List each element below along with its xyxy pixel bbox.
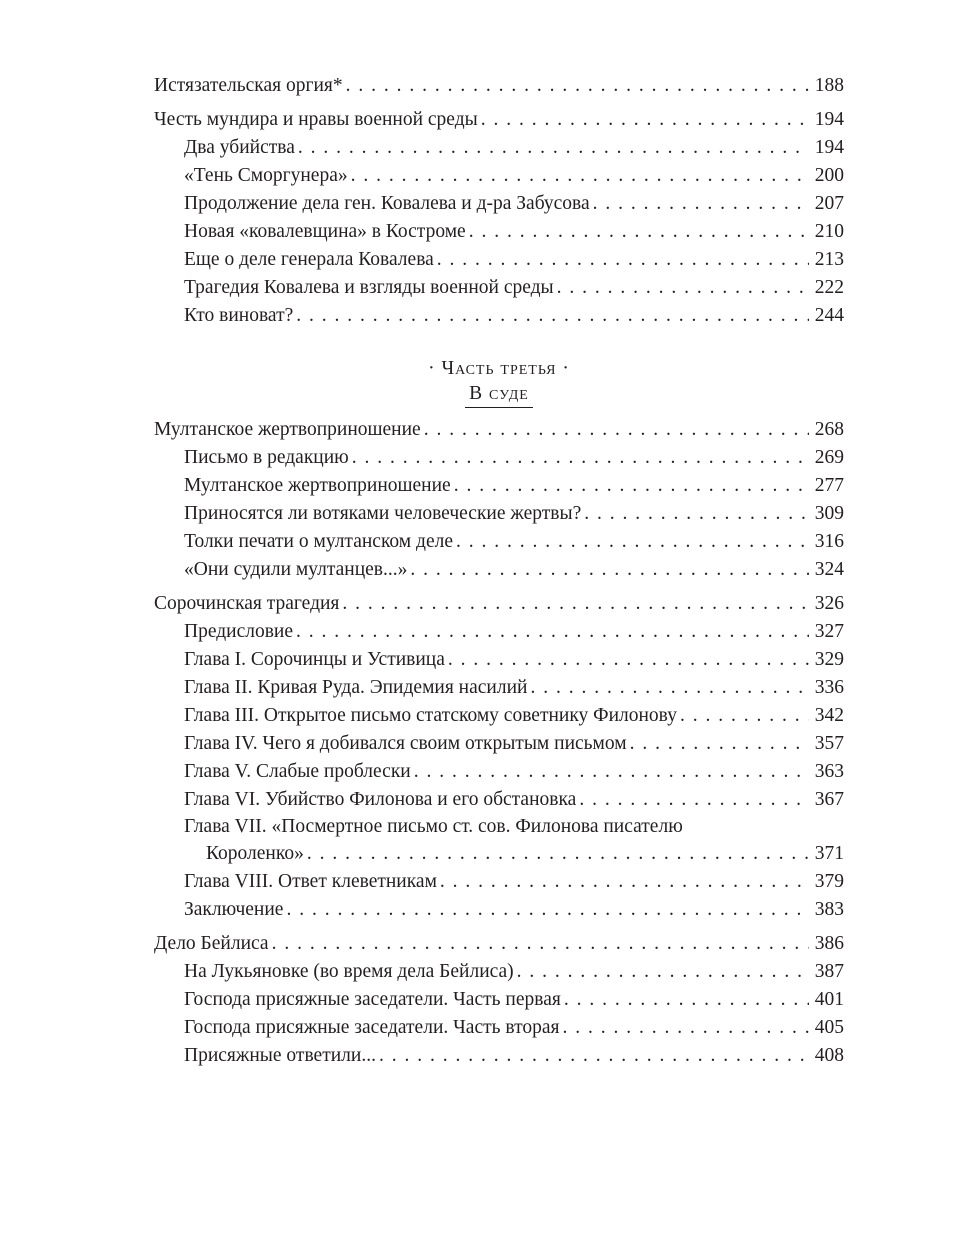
toc-entry-title: «Тень Сморгунера» xyxy=(184,165,348,186)
toc-entry-page: 367 xyxy=(814,789,844,810)
toc-subentry[interactable] xyxy=(154,674,844,702)
part-label: · Часть третья · xyxy=(428,358,570,379)
toc-subentry[interactable] xyxy=(154,246,844,274)
toc-entry-page: 336 xyxy=(814,677,844,698)
toc-entry-page: 401 xyxy=(814,989,844,1010)
toc-entry-title: Глава VI. Убийство Филонова и его обстановка xyxy=(184,789,577,810)
leader-dots xyxy=(410,556,808,584)
toc-entry-page: 342 xyxy=(814,705,844,726)
leader-dots xyxy=(630,730,809,758)
toc-entry-title: Дело Бейлиса xyxy=(154,933,269,954)
toc-entry-title: Новая «ковалевщина» в Костроме xyxy=(184,221,466,242)
toc-entry-title: Еще о деле генерала Ковалева xyxy=(184,249,434,270)
toc-entry-title: Предисловие xyxy=(184,621,294,642)
toc-entry-title: Глава IV. Чего я добивался своим открытым письмом xyxy=(184,733,627,754)
toc-entry-page: 222 xyxy=(814,277,844,298)
toc-subentry[interactable] xyxy=(154,472,844,500)
toc-entry-title: На Лукьяновке (во время дела Бейлиса) xyxy=(184,961,514,982)
toc-subentry[interactable] xyxy=(154,274,844,302)
toc-entry-title: Толки печати о мултанском деле xyxy=(184,531,453,552)
toc-entry-title: Присяжные ответили... xyxy=(184,1045,376,1066)
toc-entry-page: 357 xyxy=(814,733,844,754)
toc-entry-page: 210 xyxy=(814,221,844,242)
toc-section-2 xyxy=(154,416,844,814)
toc-entry-title: Глава II. Кривая Руда. Эпидемия насилий xyxy=(184,677,528,698)
toc-entry-page: 194 xyxy=(814,137,844,158)
leader-dots xyxy=(437,246,809,274)
toc-subentry[interactable] xyxy=(154,218,844,246)
toc-subentry[interactable] xyxy=(154,444,844,472)
toc-entry-wrapped-line2[interactable] xyxy=(154,840,844,868)
toc-subentry[interactable] xyxy=(154,190,844,218)
toc-entry-page: 383 xyxy=(814,899,844,920)
leader-dots xyxy=(379,1042,809,1070)
toc-subentry[interactable] xyxy=(154,702,844,730)
leader-dots xyxy=(517,958,809,986)
toc-entry-title: Мултанское жертвоприношение xyxy=(154,419,421,440)
toc-entry-page: 200 xyxy=(814,165,844,186)
toc-entry[interactable] xyxy=(154,590,844,618)
toc-entry-page: 269 xyxy=(814,447,844,468)
toc-subentry[interactable] xyxy=(154,618,844,646)
toc-subentry[interactable] xyxy=(154,986,844,1014)
toc-subentry[interactable] xyxy=(154,958,844,986)
toc-entry[interactable] xyxy=(154,930,844,958)
toc-entry-page: 268 xyxy=(814,419,844,440)
toc-entry-title: Продолжение дела ген. Ковалева и д-ра Забусова xyxy=(184,193,590,214)
leader-dots xyxy=(352,444,809,472)
leader-dots xyxy=(557,274,809,302)
leader-dots xyxy=(342,590,808,618)
toc-entry-page: 188 xyxy=(814,75,844,96)
toc-entry-page: 324 xyxy=(814,559,844,580)
toc-section-3 xyxy=(154,868,844,1070)
toc-subentry[interactable] xyxy=(154,786,844,814)
leader-dots xyxy=(286,896,808,924)
leader-dots xyxy=(448,646,809,674)
toc-entry-page: 327 xyxy=(814,621,844,642)
toc-entry[interactable] xyxy=(154,72,844,100)
leader-dots xyxy=(530,674,808,702)
toc-entry-title: Глава I. Сорочинцы и Устивица xyxy=(184,649,445,670)
toc-entry-title: Глава V. Слабые проблески xyxy=(184,761,411,782)
toc-subentry[interactable] xyxy=(154,134,844,162)
toc-entry-title: Заключение xyxy=(184,899,284,920)
leader-dots xyxy=(456,528,809,556)
toc-entry-page: 379 xyxy=(814,871,844,892)
toc-subentry[interactable] xyxy=(154,302,844,330)
table-of-contents xyxy=(154,72,844,1070)
toc-entry-title: Честь мундира и нравы военной среды xyxy=(154,109,478,130)
toc-entry-title: Короленко» xyxy=(206,843,304,864)
toc-entry-title: Два убийства xyxy=(184,137,295,158)
toc-entry-title: Письмо в редакцию xyxy=(184,447,349,468)
leader-dots xyxy=(346,72,809,100)
toc-entry-title: «Они судили мултанцев...» xyxy=(184,559,408,580)
leader-dots xyxy=(481,106,809,134)
toc-entry[interactable] xyxy=(154,106,844,134)
leader-dots xyxy=(440,868,809,896)
toc-entry[interactable] xyxy=(154,416,844,444)
toc-entry-page: 316 xyxy=(814,531,844,552)
leader-dots xyxy=(351,162,809,190)
leader-dots xyxy=(563,1014,809,1042)
leader-dots xyxy=(454,472,809,500)
toc-entry-wrapped-line1[interactable]: Глава VII. «Посмертное письмо ст. сов. Филонова писателю xyxy=(184,816,683,837)
toc-section-1 xyxy=(154,72,844,330)
toc-entry-page: 213 xyxy=(814,249,844,270)
leader-dots xyxy=(296,618,809,646)
toc-entry-title: Мултанское жертвоприношение xyxy=(184,475,451,496)
leader-dots xyxy=(593,190,809,218)
toc-entry-title: Кто виноват? xyxy=(184,305,294,326)
leader-dots xyxy=(584,500,809,528)
toc-entry-page: 207 xyxy=(814,193,844,214)
toc-subentry[interactable] xyxy=(154,1042,844,1070)
leader-dots xyxy=(579,786,808,814)
part-title: В суде xyxy=(465,382,533,408)
toc-entry-title: Глава III. Открытое письмо статскому советнику Филонову xyxy=(184,705,677,726)
toc-entry-page: 405 xyxy=(814,1017,844,1038)
toc-subentry[interactable] xyxy=(154,758,844,786)
part-heading xyxy=(154,356,844,408)
toc-entry-title: Сорочинская трагедия xyxy=(154,593,340,614)
toc-entry-page: 329 xyxy=(814,649,844,670)
toc-entry-page: 387 xyxy=(814,961,844,982)
leader-dots xyxy=(424,416,809,444)
toc-entry-page: 309 xyxy=(814,503,844,524)
toc-subentry[interactable] xyxy=(154,868,844,896)
toc-entry-page: 371 xyxy=(814,843,844,864)
toc-subentry[interactable] xyxy=(154,556,844,584)
toc-entry-title: Приносятся ли вотяками человеческие жертвы? xyxy=(184,503,582,524)
leader-dots xyxy=(469,218,809,246)
toc-subentry[interactable] xyxy=(154,1014,844,1042)
leader-dots xyxy=(298,134,809,162)
toc-subentry[interactable] xyxy=(154,528,844,556)
leader-dots xyxy=(680,702,809,730)
toc-entry-page: 363 xyxy=(814,761,844,782)
toc-entry-page: 244 xyxy=(814,305,844,326)
toc-entry-title: Трагедия Ковалева и взгляды военной среды xyxy=(184,277,554,298)
toc-entry-title: Господа присяжные заседатели. Часть первая xyxy=(184,989,561,1010)
toc-entry-title: Глава VIII. Ответ клеветникам xyxy=(184,871,437,892)
toc-entry-title: Истязательская оргия* xyxy=(154,75,343,96)
toc-entry-page: 194 xyxy=(814,109,844,130)
toc-entry-page: 386 xyxy=(814,933,844,954)
leader-dots xyxy=(296,302,808,330)
toc-subentry[interactable] xyxy=(154,162,844,190)
leader-dots xyxy=(307,840,809,868)
toc-subentry[interactable] xyxy=(154,646,844,674)
toc-entry-page: 277 xyxy=(814,475,844,496)
toc-subentry[interactable] xyxy=(154,500,844,528)
toc-entry-page: 408 xyxy=(814,1045,844,1066)
toc-entry-page: 326 xyxy=(814,593,844,614)
toc-subentry[interactable] xyxy=(154,896,844,924)
toc-subentry[interactable] xyxy=(154,730,844,758)
toc-entry-title: Господа присяжные заседатели. Часть вторая xyxy=(184,1017,560,1038)
leader-dots xyxy=(272,930,809,958)
leader-dots xyxy=(564,986,809,1014)
leader-dots xyxy=(414,758,809,786)
